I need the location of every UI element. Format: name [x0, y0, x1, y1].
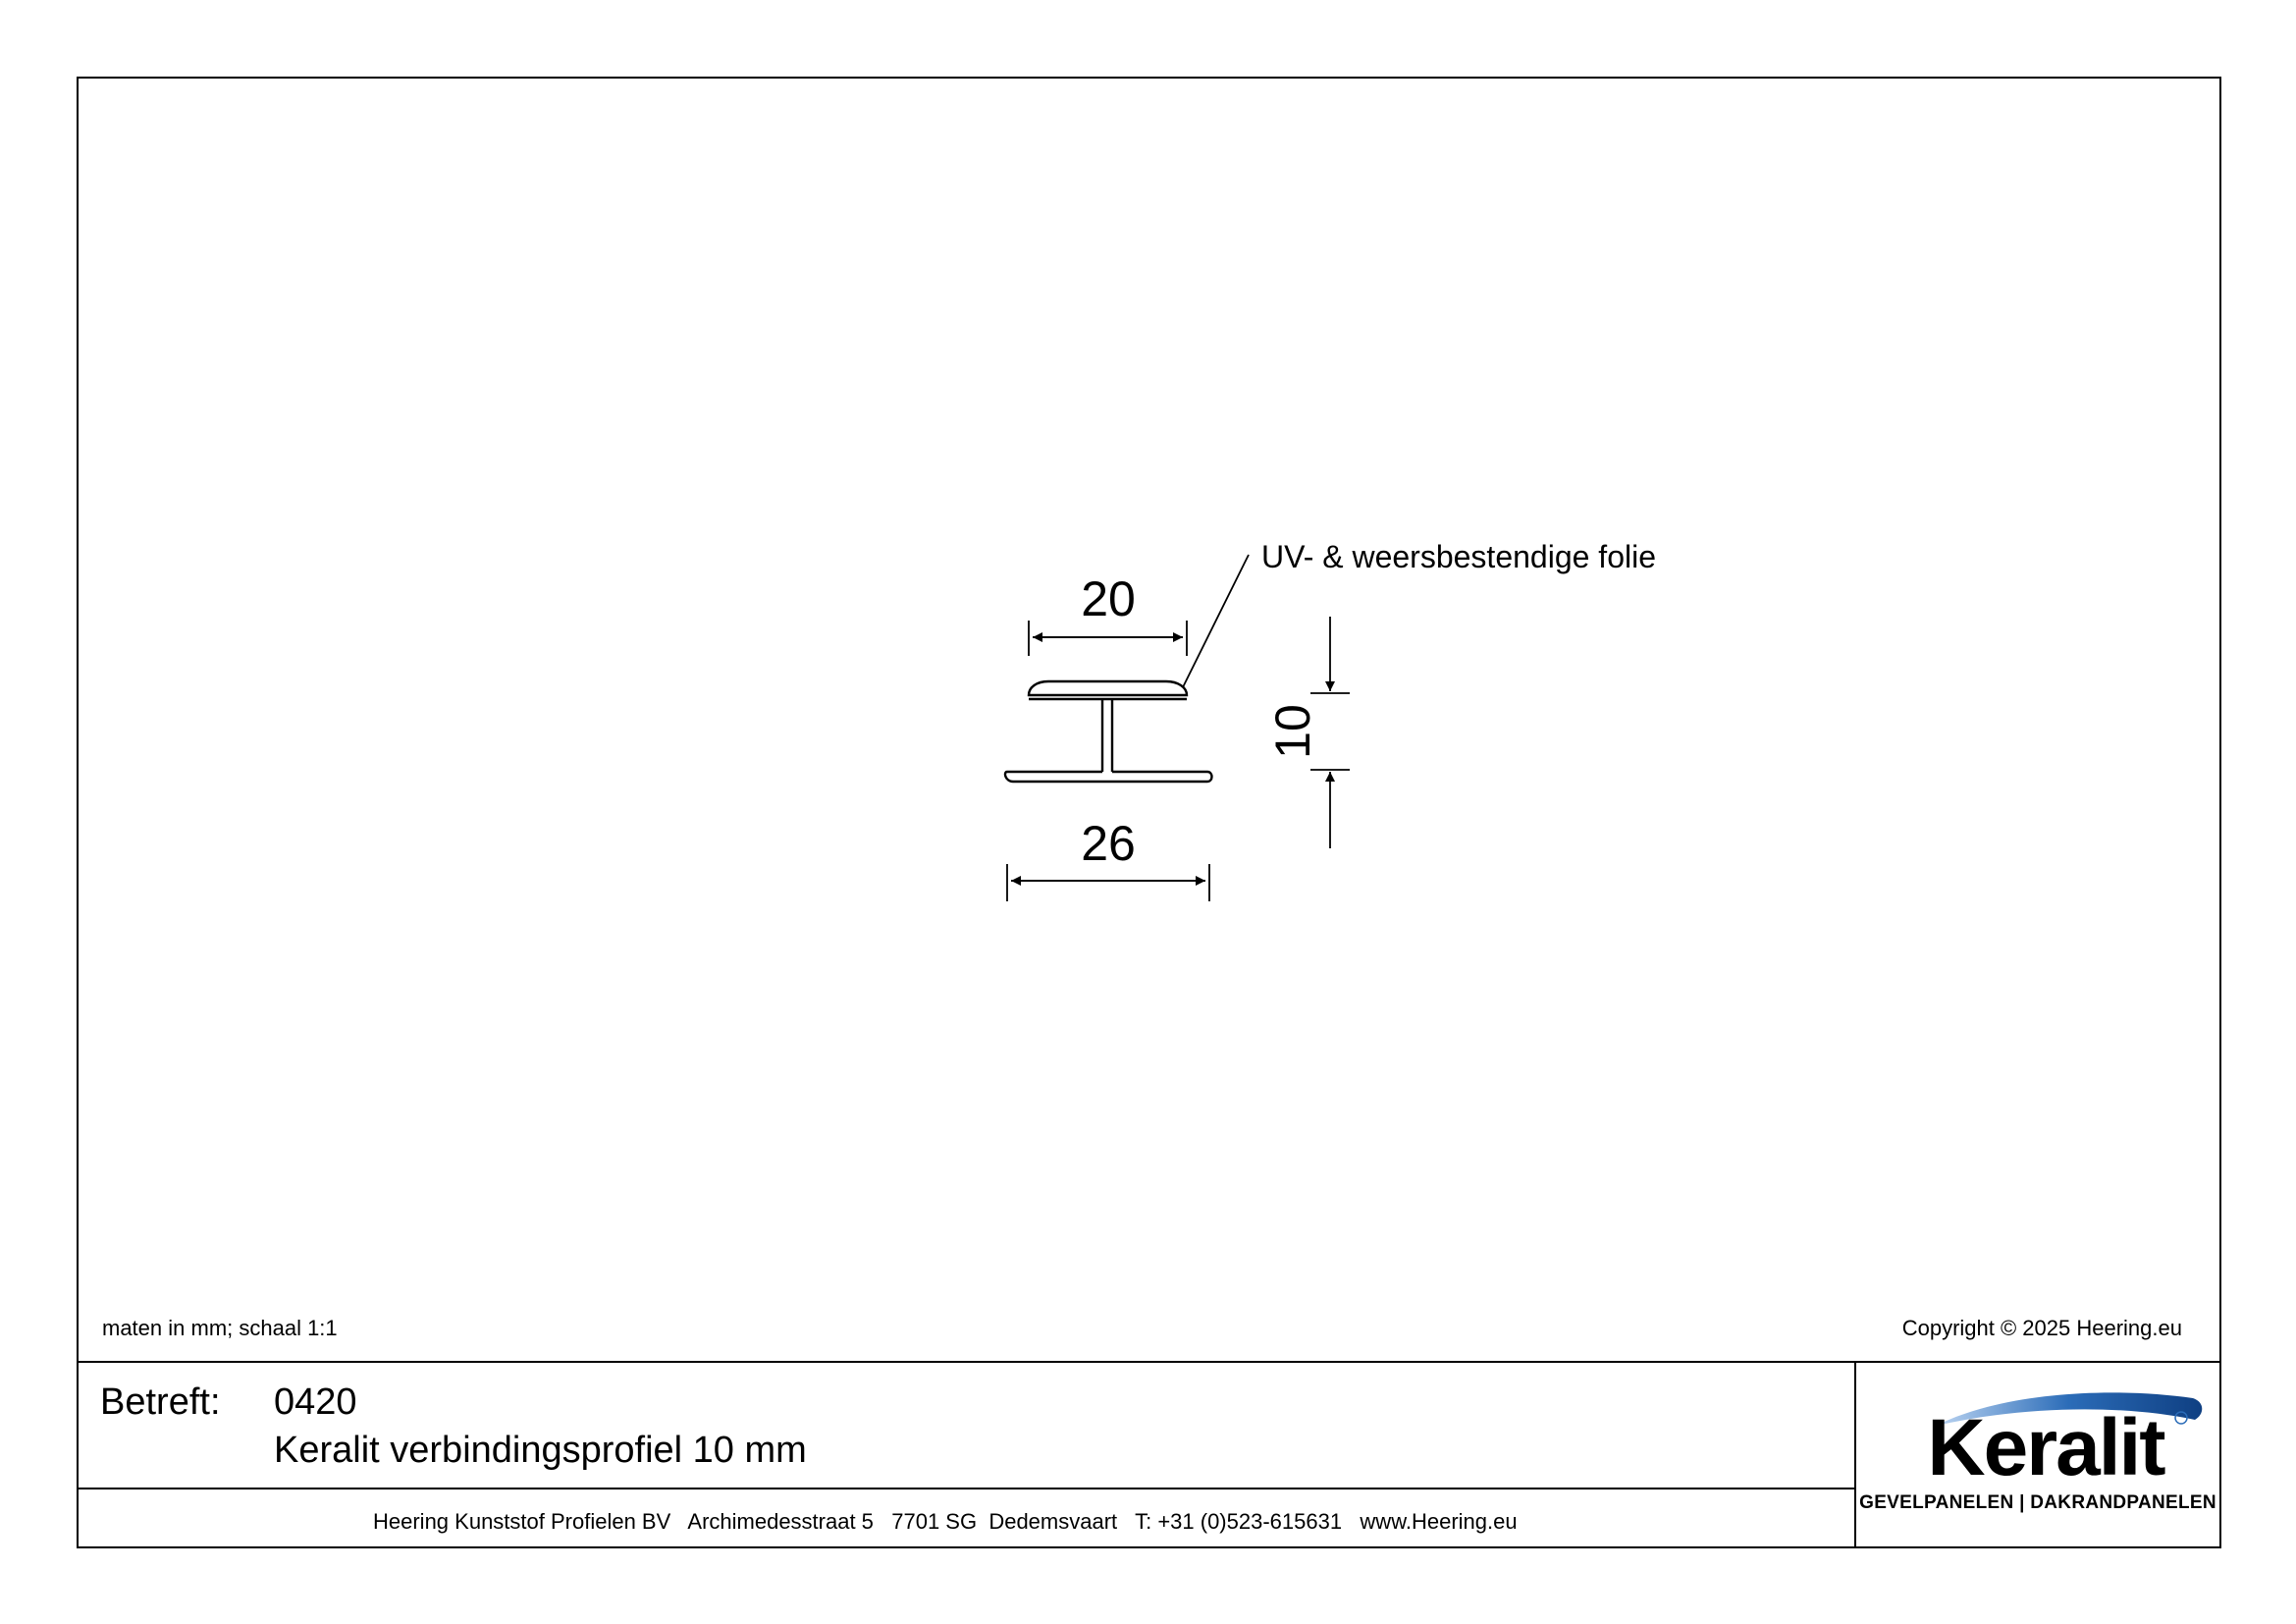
- profile-top-flange: [1029, 681, 1187, 695]
- drawing-code: 0420: [274, 1381, 357, 1423]
- outer-frame: [78, 78, 2220, 1547]
- scale-note: maten in mm; schaal 1:1: [102, 1316, 338, 1340]
- subject-label: Betreft:: [100, 1381, 221, 1423]
- profile-cross-section: [1005, 681, 1212, 782]
- dimension-height-label: 10: [1265, 704, 1320, 759]
- keralit-logo: [1859, 1392, 2216, 1513]
- profile-bottom-flange: [1005, 772, 1212, 782]
- callout-foil-label: UV- & weersbestendige folie: [1261, 539, 1656, 574]
- callout-leader-line: [1183, 555, 1249, 687]
- dimension-top-label: 20: [1081, 571, 1136, 626]
- logo-tagline: GEVELPANELEN | DAKRANDPANELEN: [1859, 1492, 2216, 1513]
- copyright-note: Copyright © 2025 Heering.eu: [1901, 1316, 2182, 1340]
- logo-wordmark: Keralit: [1927, 1403, 2164, 1492]
- company-address-line: Heering Kunststof Profielen BV Archimedesstraat 5 7701 SG Dedemsvaart T: +31 (0)523-615631 www.Heering.eu: [373, 1509, 1518, 1534]
- drawing-description: Keralit verbindingsprofiel 10 mm: [274, 1430, 807, 1471]
- dimension-bottom-label: 26: [1081, 816, 1136, 871]
